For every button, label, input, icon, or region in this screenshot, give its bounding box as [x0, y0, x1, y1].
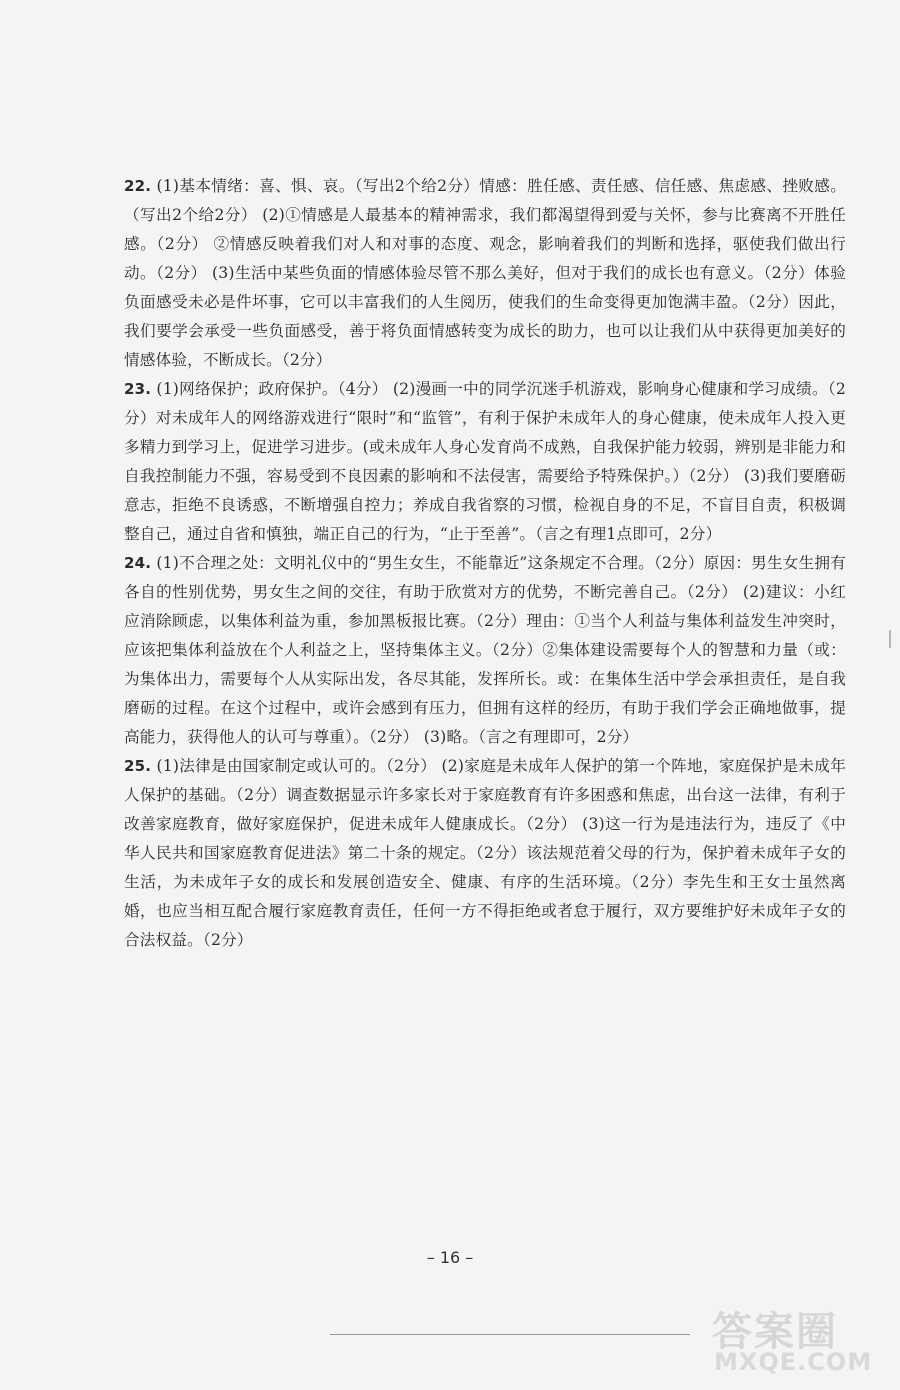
answer-22 [124, 172, 846, 375]
scan-edge-mark [889, 630, 891, 648]
question-number: 24. [124, 554, 152, 572]
page-number: – 16 – [426, 1248, 474, 1267]
watermark-url: MXQE.COM [714, 1348, 873, 1376]
answer-text: (1)法律是由国家制定或认可的。（2分） (2)家庭是未成年人保护的第一个阵地，家庭保护是未成年人保护的基础。（2分）调查数据显示许多家长对于家庭教育有许多困惑和焦虑，出台这一法律，有利于改善家庭教育，做好家庭保护，促进未成年人健康成长。（2分） (3)这一行为是违法行为，违反了《中华人民共和国家庭教育促进法》第二十条的规定。（2分）该法规范着父母的行为，保护着未成年子女的生活，为未成年子女的成长和发展创造安全、健康、有序的生活环境。（2分）李先生和王女士虽然离婚，也应当相互配合履行家庭教育责任，任何一方不得拒绝或者怠于履行，双方要维护好未成年子女的合法权益。（2分） [124, 757, 846, 949]
answer-text: (1)基本情绪：喜、惧、哀。（写出2个给2分）情感：胜任感、责任感、信任感、焦虑感、挫败感。（写出2个给2分） (2)①情感是人最基本的精神需求，我们都渴望得到爱与关怀，参与比赛离不开胜任感。（2分） ②情感反映着我们对人和对事的态度、观念，影响着我们的判断和选择，驱使我们做出行动。（2分） (3)生活中某些负面的情感体验尽管不那么美好，但对于我们的成长也有意义。（2分）体验负面感受未必是件坏事，它可以丰富我们的人生阅历，使我们的生命变得更加饱满丰盈。（2分）因此，我们要学会承受一些负面感受，善于将负面情感转变为成长的助力，也可以让我们从中获得更加美好的情感体验，不断成长。（2分） [124, 177, 846, 369]
answer-23 [124, 375, 846, 549]
bottom-divider [330, 1334, 690, 1335]
watermark [700, 1300, 900, 1390]
watermark-logo: 答案圈 [712, 1309, 838, 1355]
answer-24 [124, 549, 846, 752]
answer-list [124, 172, 846, 955]
question-number: 22. [124, 177, 152, 195]
answer-text: (1)不合理之处：文明礼仪中的“男生女生，不能靠近”这条规定不合理。（2分）原因：男生女生拥有各自的性别优势，男女生之间的交往，有助于欣赏对方的优势，不断完善自己。（2分） (2)建议：小红应消除顾虑，以集体利益为重，参加黑板报比赛。（2分）理由：①当个人利益与集体利益发生冲突时，应该把集体利益放在个人利益之上，坚持集体主义。（2分）②集体建设需要每个人的智慧和力量（或：为集体出力，需要每个人从实际出发，各尽其能，发挥所长。或：在集体生活中学会承担责任，是自我磨砺的过程。在这个过程中，或许会感到有压力，但拥有这样的经历，有助于我们学会正确地做事，提高能力，获得他人的认可与尊重）。（2分） (3)略。（言之有理即可，2分） [124, 554, 846, 746]
question-number: 25. [124, 757, 152, 775]
answer-text: (1)网络保护；政府保护。（4分） (2)漫画一中的同学沉迷手机游戏，影响身心健康和学习成绩。（2分）对未成年人的网络游戏进行“限时”和“监管”，有利于保护未成年人的身心健康，使未成年人投入更多精力到学习上，促进学习进步。(或未成年人身心发育尚不成熟，自我保护能力较弱，辨别是非能力和自我控制能力不强，容易受到不良因素的影响和不法侵害，需要给予特殊保护。）（2分） (3)我们要磨砺意志，拒绝不良诱惑，不断增强自控力；养成自我省察的习惯，检视自身的不足，不盲目自责，积极调整自己，通过自省和慎独，端正自己的行为，“止于至善”。（言之有理1点即可，2分） [124, 380, 846, 543]
answer-25 [124, 752, 846, 955]
question-number: 23. [124, 380, 152, 398]
